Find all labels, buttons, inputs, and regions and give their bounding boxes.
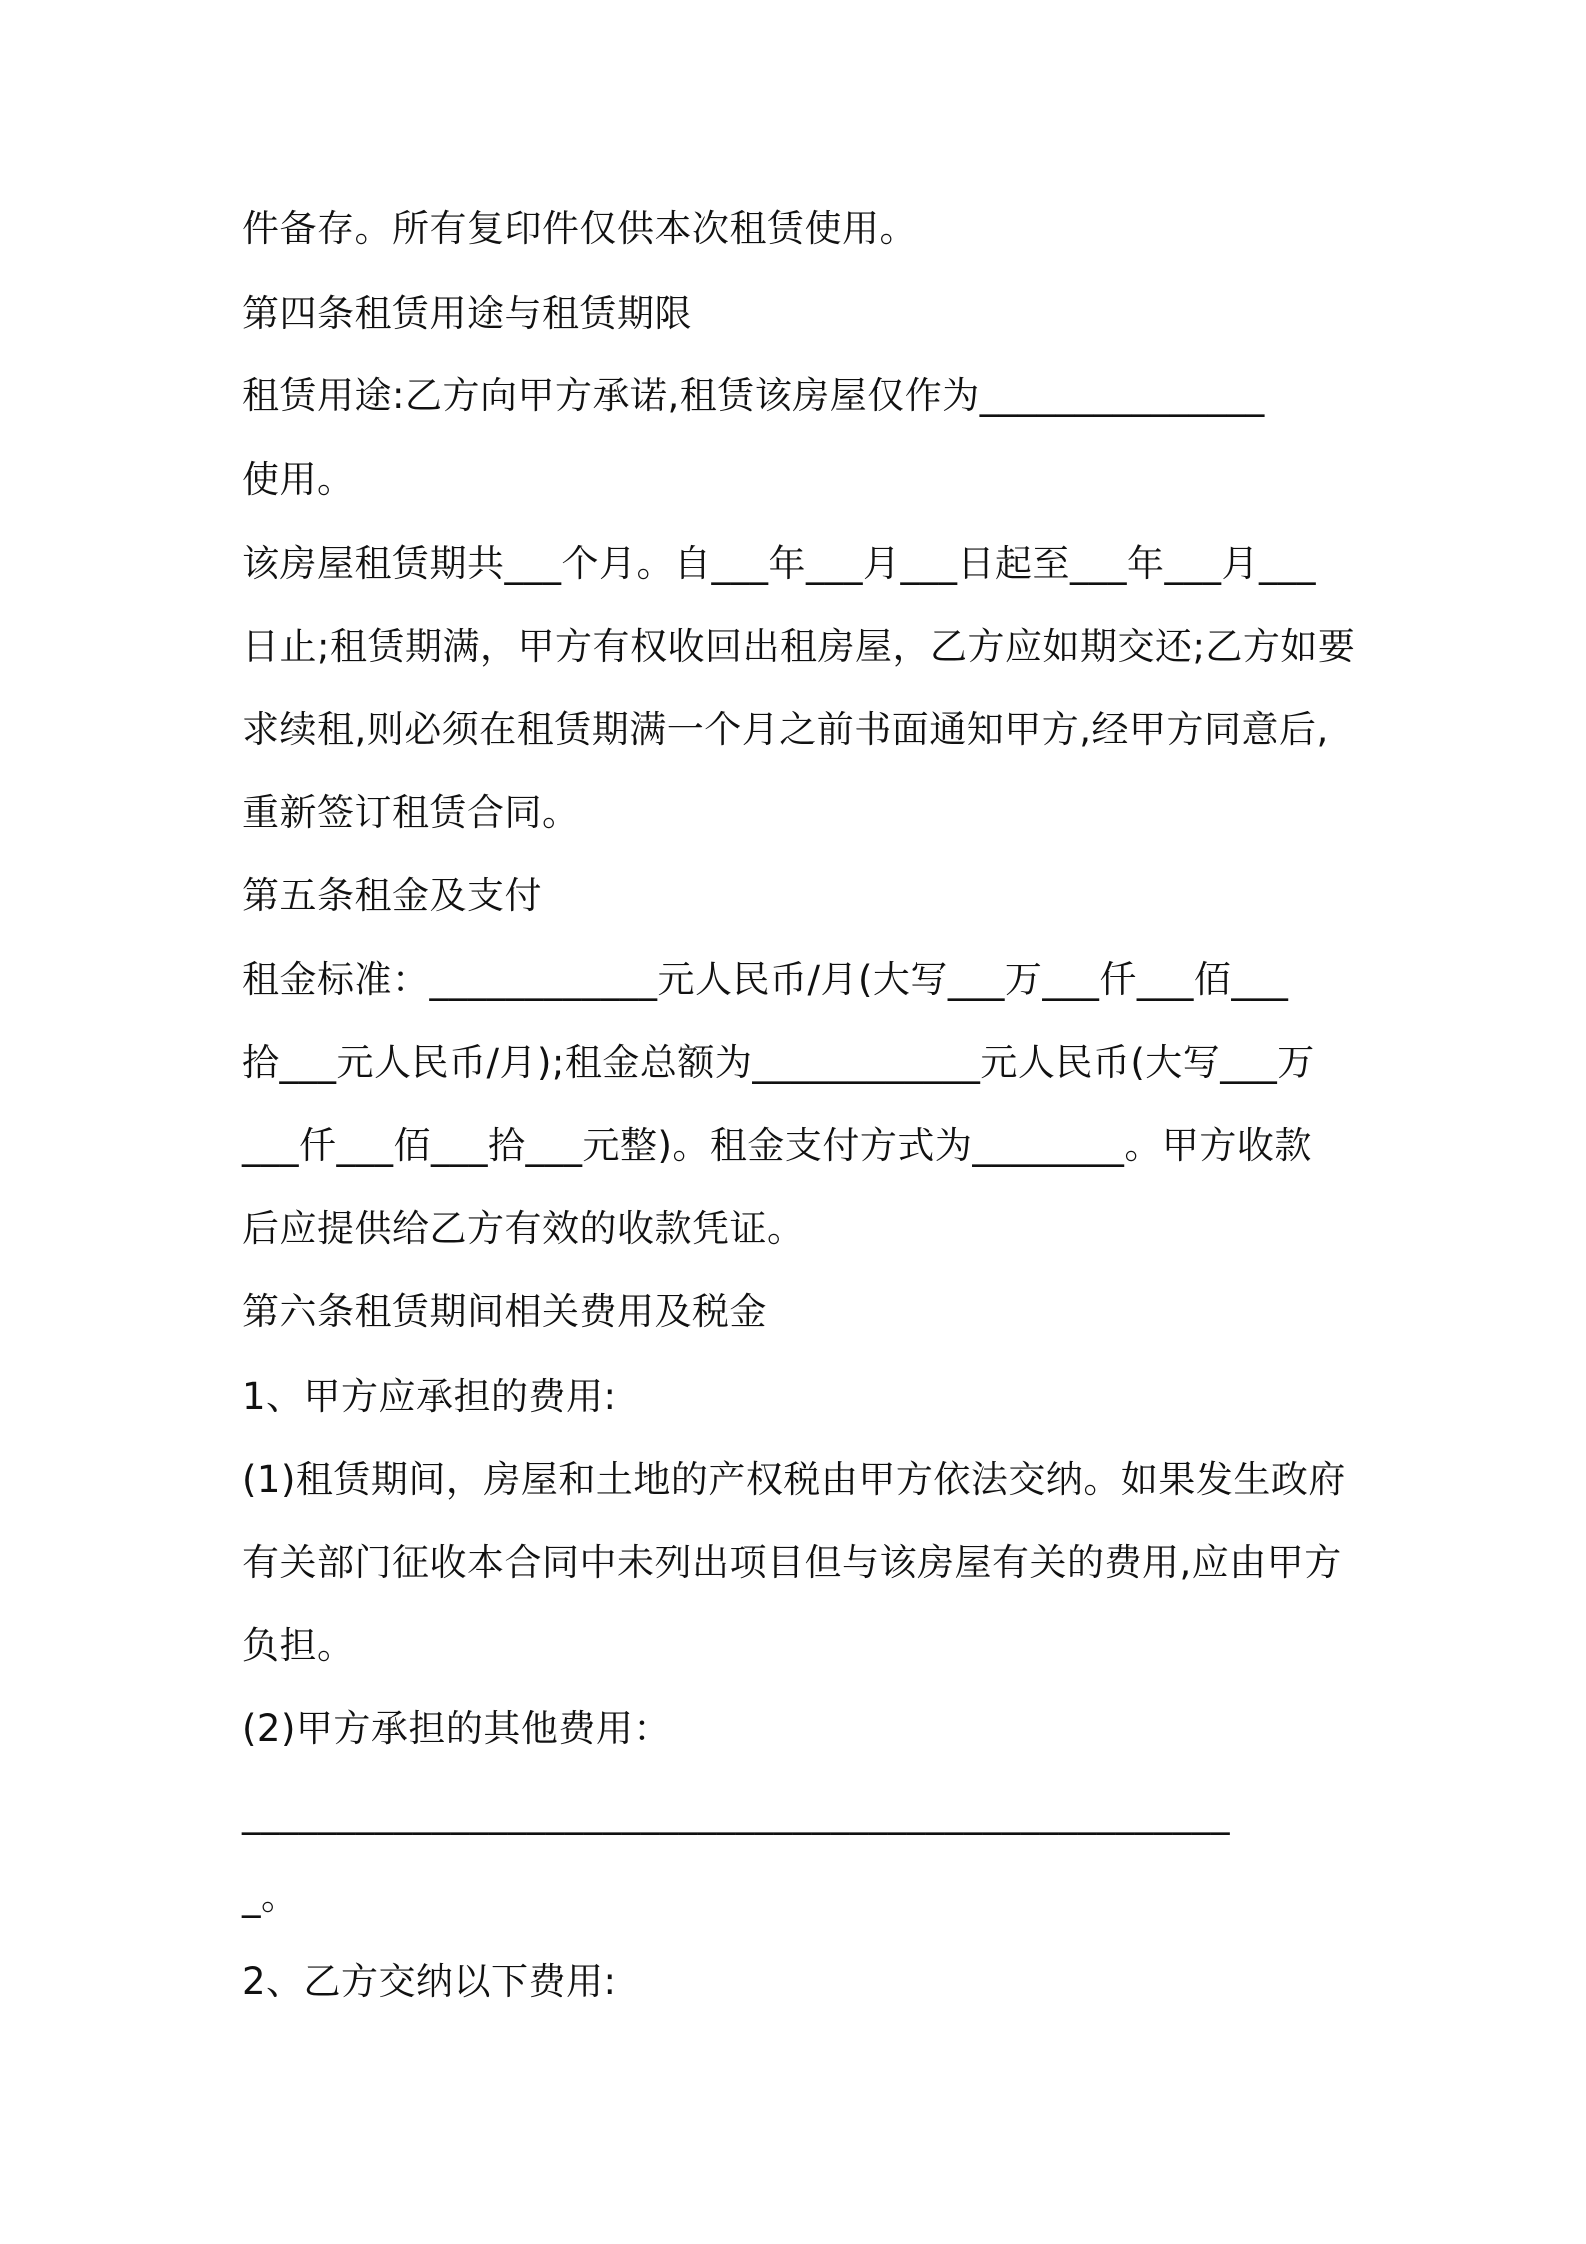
text-line: 重新签订租赁合同。 bbox=[242, 791, 580, 834]
section-heading: 第四条租赁用途与租赁期限 bbox=[242, 292, 692, 335]
text-line: 求续租,则必须在租赁期满一个月之前书面通知甲方,经甲方同意后, bbox=[242, 708, 1329, 751]
section-heading: 第六条租赁期间相关费用及税金 bbox=[242, 1290, 767, 1333]
text-line: 日止;租赁期满，甲方有权收回出租房屋，乙方应如期交还;乙方如要 bbox=[242, 625, 1356, 668]
text-line: ___仟___佰___拾___元整)。租金支付方式为________。甲方收款 bbox=[242, 1124, 1312, 1167]
text-line: 拾___元人民币/月);租金总额为____________元人民币(大写___万 bbox=[242, 1041, 1315, 1084]
text-line: 有关部门征收本合同中未列出项目但与该房屋有关的费用,应由甲方 bbox=[242, 1541, 1342, 1584]
text-line: (2)甲方承担的其他费用： bbox=[242, 1707, 671, 1750]
text-line: _。 bbox=[242, 1875, 299, 1918]
text-line: 使用。 bbox=[242, 458, 355, 501]
text-line: 1、甲方应承担的费用: bbox=[242, 1375, 617, 1418]
text-line: (1)租赁期间，房屋和土地的产权税由甲方依法交纳。如果发生政府 bbox=[242, 1458, 1346, 1501]
text-line: 该房屋租赁期共___个月。自___年___月___日起至___年___月___ bbox=[242, 542, 1316, 585]
section-heading: 第五条租金及支付 bbox=[242, 874, 542, 917]
text-line: 件备存。所有复印件仅供本次租赁使用。 bbox=[242, 207, 917, 250]
text-line: 租金标准：____________元人民币/月(大写___万___仟___佰___ bbox=[242, 958, 1289, 1001]
text-line: 租赁用途:乙方向甲方承诺,租赁该房屋仅作为_______________ bbox=[242, 374, 1265, 417]
text-line: 负担。 bbox=[242, 1624, 355, 1667]
text-line: 2、乙方交纳以下费用: bbox=[242, 1960, 617, 2003]
blank-fill-line: ____________________________________________________ bbox=[242, 1792, 1230, 1835]
text-line: 后应提供给乙方有效的收款凭证。 bbox=[242, 1207, 805, 1250]
